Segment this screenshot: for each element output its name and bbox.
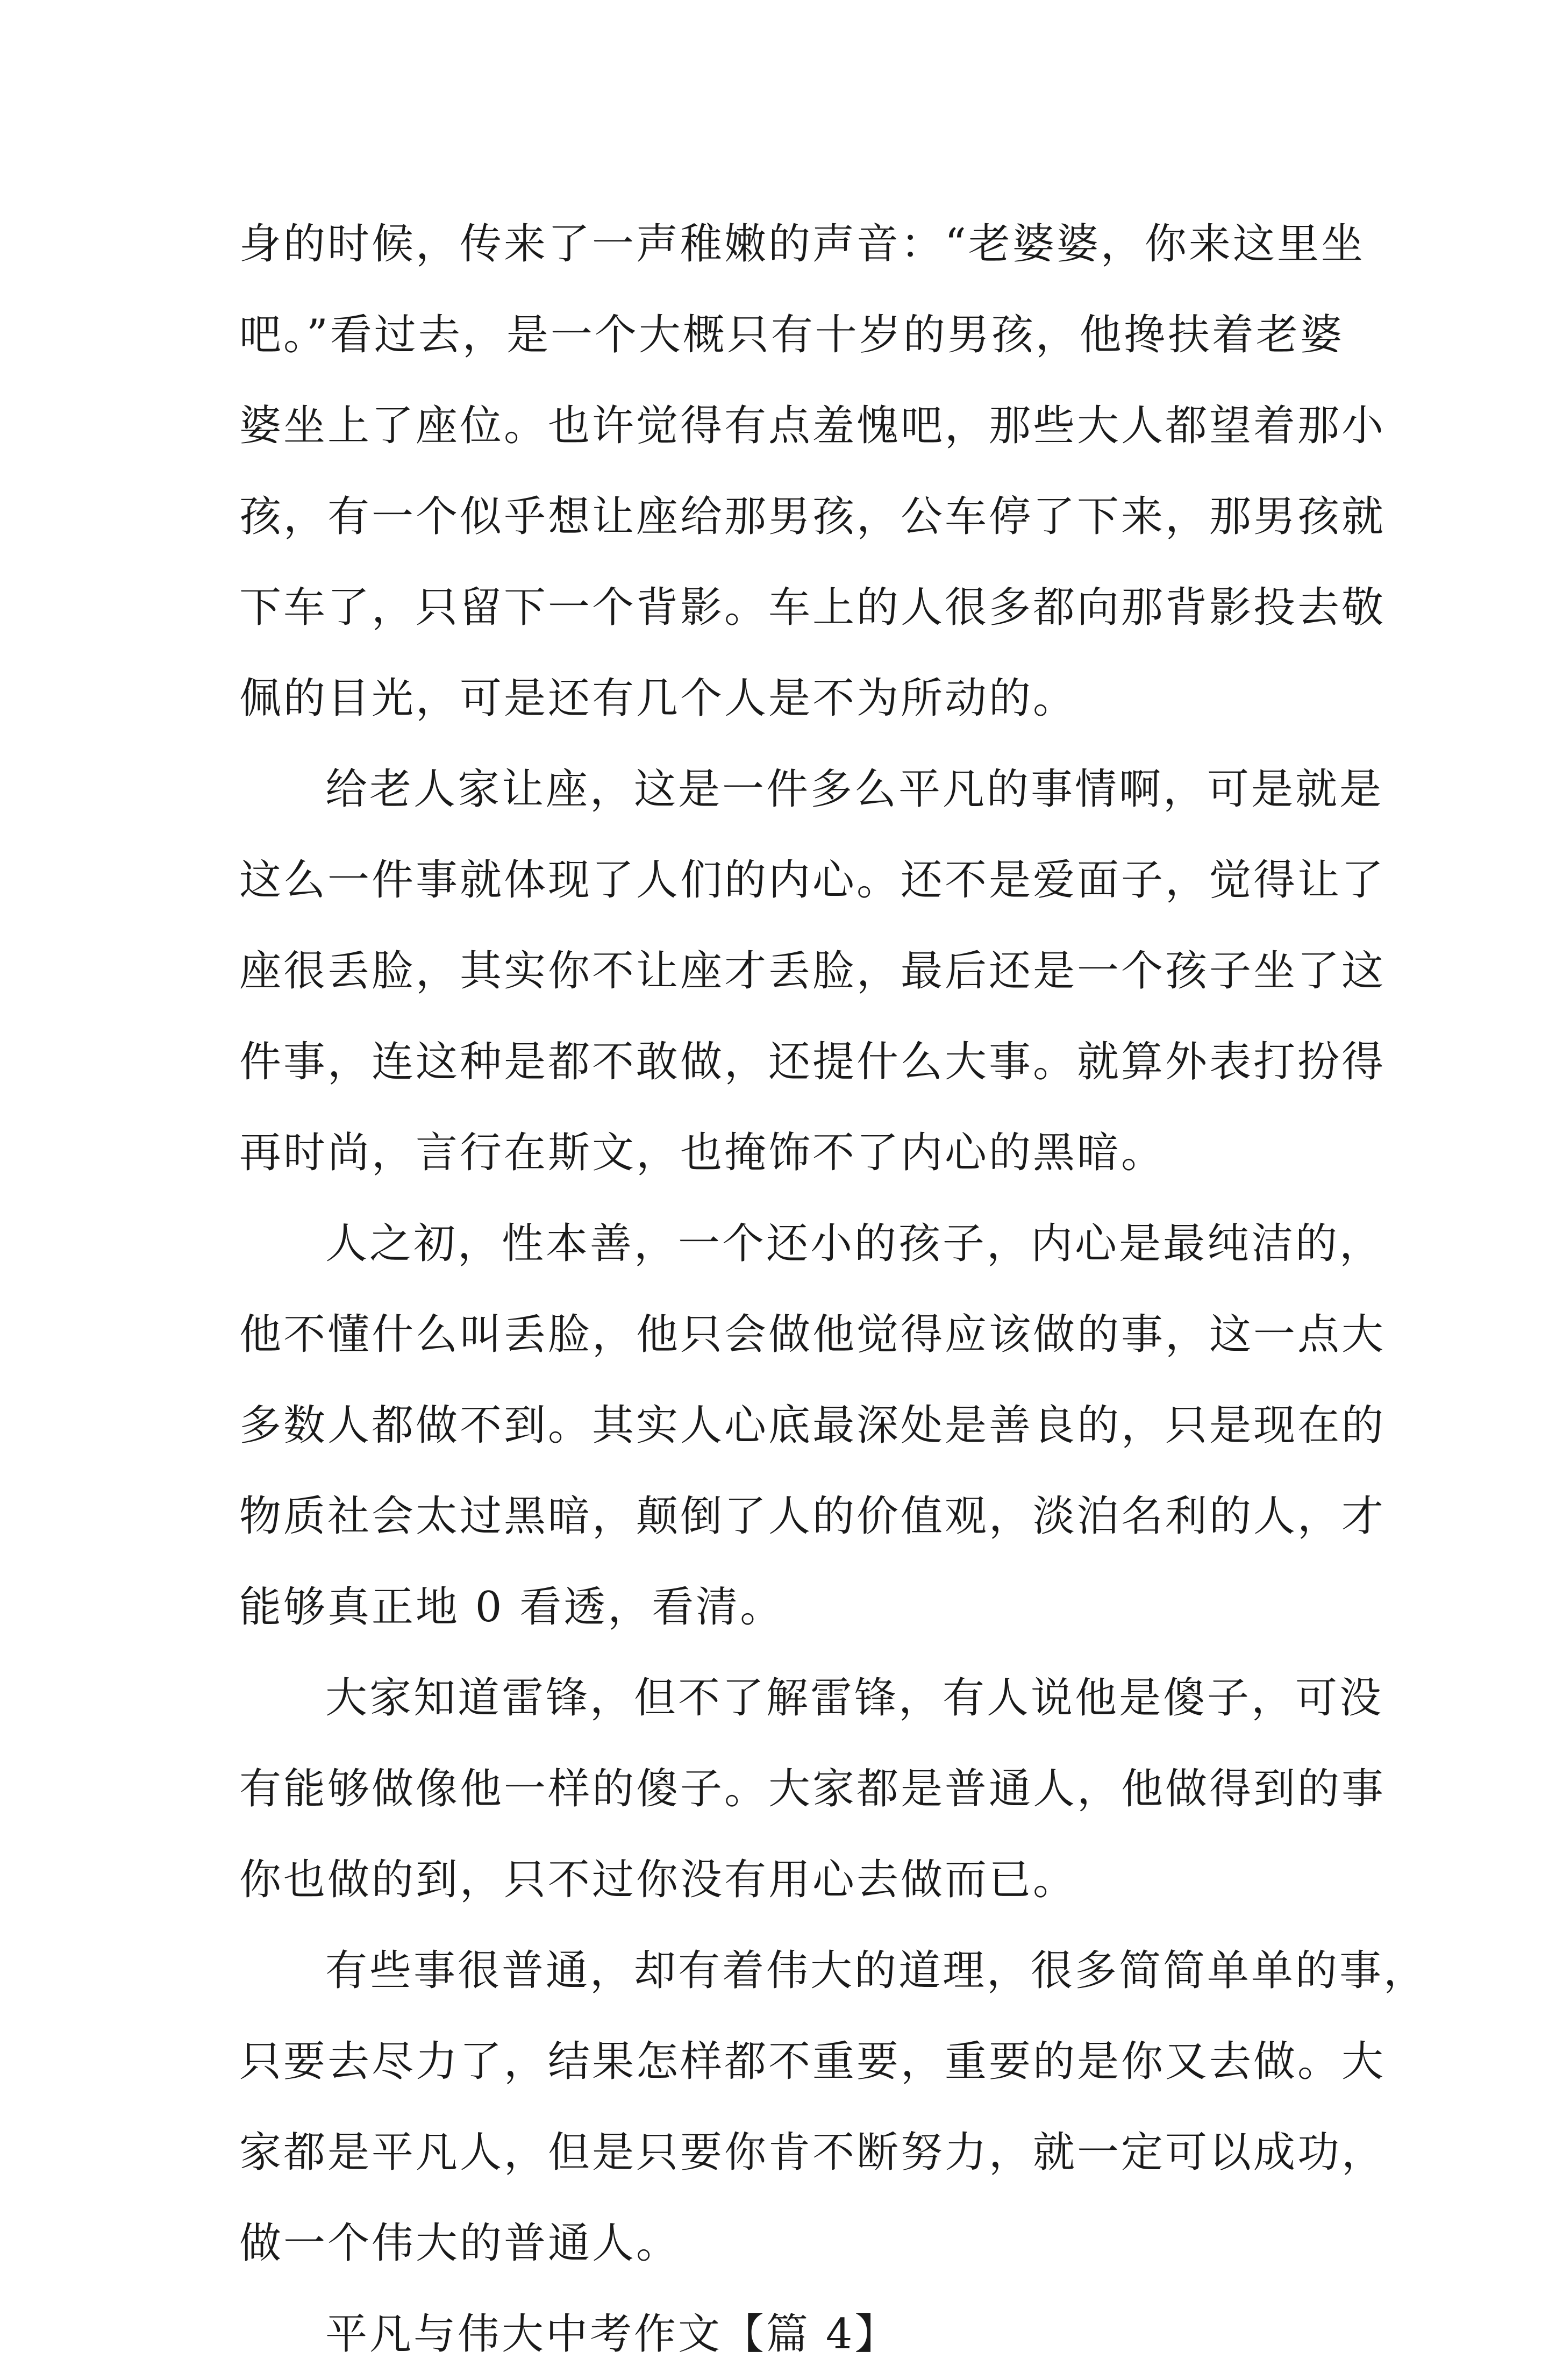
paragraph: [239, 744, 1386, 1199]
text-line: 吧。”看过去，是一个大概只有十岁的男孩，他搀扶着老婆: [239, 311, 1344, 359]
text-line: 大家知道雷锋，但不了解雷锋，有人说他是傻子，可没: [325, 1674, 1384, 1722]
text-line: 婆坐上了座位。也许觉得有点羞愧吧，那些大人都望着那小: [239, 402, 1386, 450]
text-line: 有些事很普通，却有着伟大的道理，很多简简单单的事，: [325, 1947, 1428, 1995]
text-line: 做一个伟大的普通人。: [239, 2219, 681, 2268]
text-line: 佩的目光，可是还有几个人是不为所动的。: [239, 674, 1077, 723]
text-line: 给老人家让座，这是一件多么平凡的事情啊，可是就是: [325, 765, 1384, 814]
text-line: 物质社会太过黑暗，颠倒了人的价值观，淡泊名利的人，才: [239, 1492, 1386, 1541]
text-line: 身的时候，传来了一声稚嫩的声音：“老婆婆，你来这里坐: [239, 220, 1365, 268]
paragraph: [239, 1199, 1386, 1653]
text-line: 有能够做像他一样的傻子。大家都是普通人，他做得到的事: [239, 1765, 1386, 1813]
text-line: 他不懂什么叫丢脸，他只会做他觉得应该做的事，这一点大: [239, 1310, 1386, 1359]
text-line: 多数人都做不到。其实人心底最深处是善良的，只是现在的: [239, 1401, 1386, 1450]
text-line: 再时尚，言行在斯文，也掩饰不了内心的黑暗。: [239, 1129, 1166, 1177]
text-line: 只要去尽力了，结果怎样都不重要，重要的是你又去做。大: [239, 2037, 1386, 2086]
text-line: 孩，有一个似乎想让座给那男孩，公车停了下来，那男孩就: [239, 493, 1386, 541]
text-line: 家都是平凡人，但是只要你肯不断努力，就一定可以成功，: [239, 2128, 1386, 2177]
text-line: 这么一件事就体现了人们的内心。还不是爱面子，觉得让了: [239, 856, 1386, 904]
section-heading: [239, 2289, 1325, 2380]
paragraph: [239, 1653, 1386, 1926]
document-body: [239, 199, 1428, 2380]
text-line: 下车了，只留下一个背影。车上的人很多都向那背影投去敬: [239, 583, 1386, 632]
text-line: 件事，连这种是都不敢做，还提什么大事。就算外表打扮得: [239, 1038, 1386, 1086]
text-line: 座很丢脸，其实你不让座才丢脸，最后还是一个孩子坐了这: [239, 947, 1386, 995]
paragraph: [239, 1926, 1428, 2289]
heading-text: 平凡与伟大中考作文【篇 4】: [325, 2310, 899, 2358]
text-line: 你也做的到，只不过你没有用心去做而已。: [239, 1856, 1077, 1904]
paragraph: [239, 199, 1386, 744]
text-line: 能够真正地 0 看透，看清。: [239, 1583, 784, 1631]
text-line: 人之初，性本善，一个还小的孩子，内心是最纯洁的，: [325, 1220, 1384, 1268]
